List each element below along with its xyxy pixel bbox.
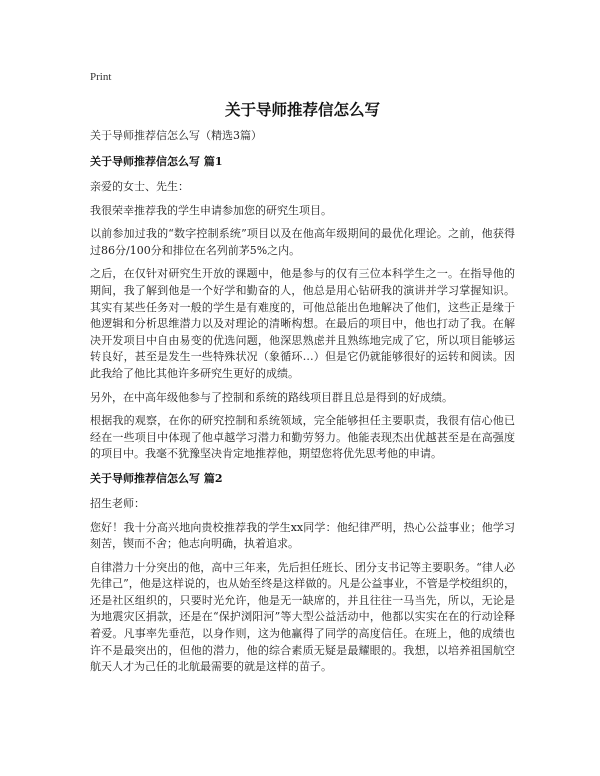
section-heading: 关于导师推荐信怎么写 篇2	[90, 471, 223, 485]
page-title: 关于导师推荐信怎么写	[224, 101, 380, 119]
paragraph: 之后，在仅针对研究生开放的课题中，他是参与的仅有三位本科学生之一。在指导他的期间，我了解到他是一个好学和勤奋的人，他总是用心钻研我的演讲并学习掌握知识。其实有某些任务对一般的学生是有难度的，可他总能出色地解决了他们，这些正是缘于他逻辑和分析思维潜力以及对理论的清晰构想。在最后的项目中，他也打动了我。在解决开发项目中自由易变的优选问题，他深思熟虑并且熟练地完成了它，所以项目能够运转良好，甚至是发生一些特殊状况（象循环…）但是它仍就能够很好的运转和阅读。因此我给了他比其他许多研究生更好的成绩。	[90, 267, 515, 380]
document-page	[90, 70, 515, 683]
print-link[interactable]: Print	[90, 71, 112, 83]
document-subtitle: 关于导师推荐信怎么写（精选3篇）	[90, 129, 262, 142]
section-1	[90, 154, 515, 463]
paragraph: 另外，在中高年级他参与了控制和系统的路线项目群且总是得到的好成绩。	[90, 390, 453, 404]
paragraph: 亲爱的女士、先生：	[90, 180, 189, 193]
paragraph: 我很荣幸推荐我的学生申请参加您的研究生项目。	[90, 203, 332, 217]
paragraph: 招生老师：	[90, 496, 145, 510]
paragraph: 自律潜力十分突出的他，高中三年来，先后担任班长、团分支书记等主要职务。“律人必先律己”，他是这样说的，也从始至终是这样做的。凡是公益事业，不管是学校组织的，还是社区组织的，只要时光允许，他是无一缺席的，并且往往一马当先，所以，无论是为地震灾区捐款，还是在“保护浏阳河”等大型公益活动中，他都以实实在在的行动诠释着爱。凡事率先垂范，以身作则，这为他赢得了同学的高度信任。在班上，他的成绩也许不是最突出的，但他的潜力，他的综合素质无疑是最耀眼的。我想，以培养祖国航空航天人才为己任的北航最需要的就是这样的苗子。	[90, 560, 515, 674]
paragraph: 以前参加过我的“数字控制系统”项目以及在他高年级期间的最优化理论。之前，他获得过86分/100分和排位在名列前茅5%之内。	[90, 227, 515, 257]
paragraph: 您好！我十分高兴地向贵校推荐我的学生xx同学：他纪律严明，热心公益事业；他学习刻苦，锲而不舍；他志向明确，执着追求。	[90, 520, 515, 551]
paragraph: 根据我的观察，在你的研究控制和系统领域，完全能够担任主要职责，我很有信心他已经在一些项目中体现了他卓越学习潜力和勤劳努力。他能表现杰出优越甚至是在高强度的项目中。我毫不犹豫坚决肯定地推荐他，期望您将优先思考他的申请。	[90, 414, 515, 461]
section-2	[90, 471, 515, 676]
section-heading: 关于导师推荐信怎么写 篇1	[90, 155, 223, 168]
